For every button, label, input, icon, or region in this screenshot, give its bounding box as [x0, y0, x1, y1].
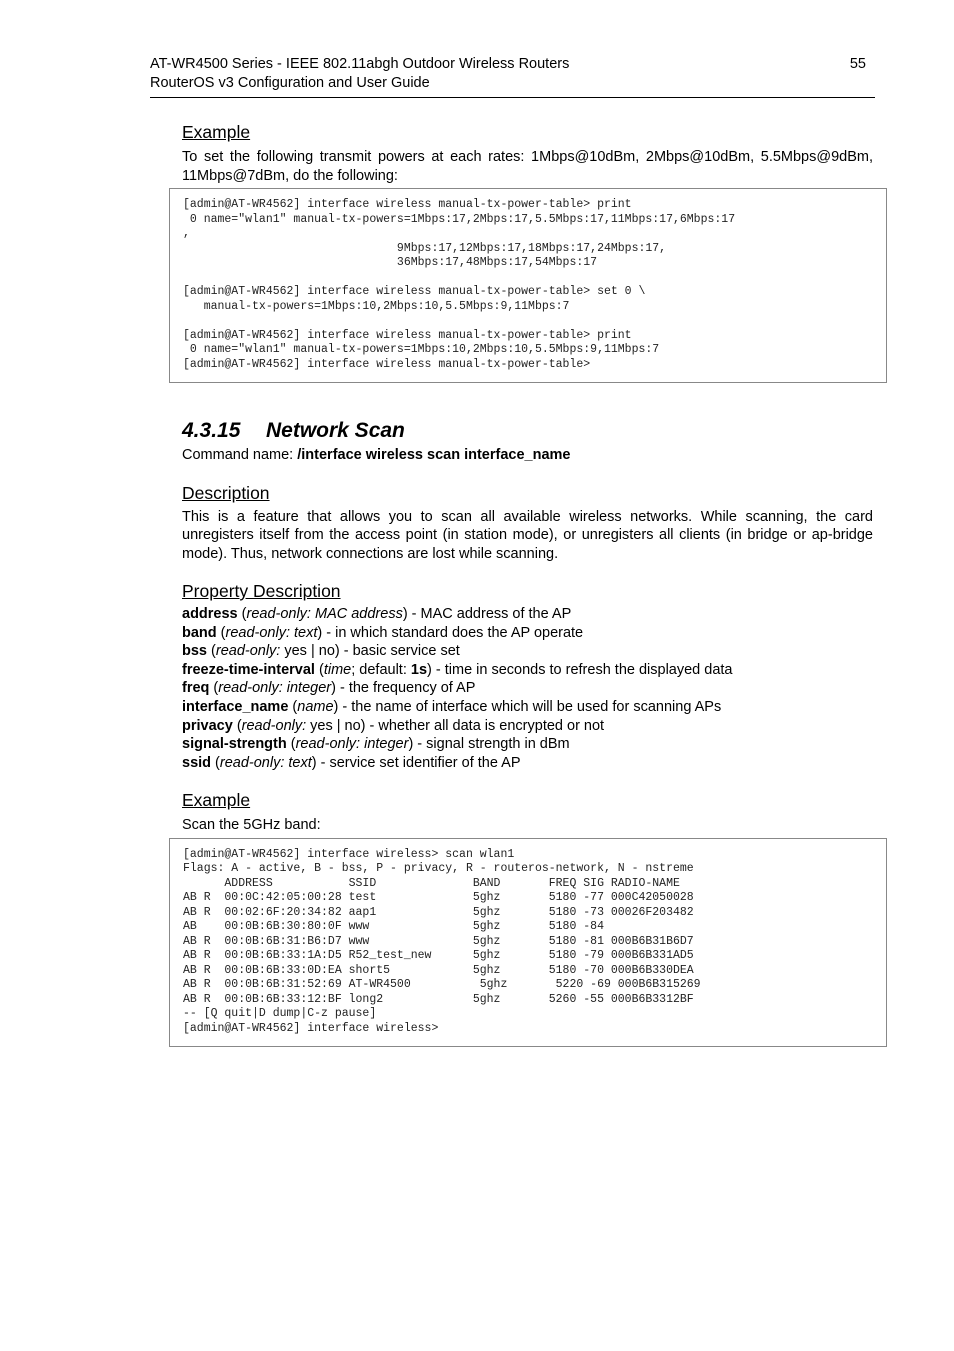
code-block-scan: [admin@AT-WR4562] interface wireless> scan wlan1 Flags: A - active, B - bss, P - privacy, R - routeros-network, N - nstreme ADDRESS SSID BAND FREQ SIG RADIO-NAME AB R 00:0C:42:05:00:28 test 5ghz 5180 -77 000C42050028 AB R 00:02:6F:20:34:82 aap1 5ghz 5180 -73 00026F203482 AB 00:0B:6B:30:80:0F www 5ghz 5180 -84 AB R 00:0B:6B:31:B6:D7 www 5ghz 5180 -81 000B6B31B6D7 AB R 00:0B:6B:33:1A:D5 R52_test_new 5ghz 5180 -79 000B6B331AD5 AB R 00:0B:6B:33:0D:EA short5 5ghz 5180 -70 000B6B330DEA AB R 00:0B:6B:31:52:69 AT-WR4500 5ghz 5220 -69 000B6B315269 AB R 00:0B:6B:33:12:BF long2 5ghz 5260 -55 000B6B3312BF -- [Q quit|D dump|C-z pause] [admin@AT-WR4562] interface wireless>	[169, 838, 887, 1048]
description-heading: Description	[182, 482, 270, 503]
property-item: privacy (read-only: yes | no) - whether all data is encrypted or not	[182, 717, 605, 734]
property-item: bss (read-only: yes | no) - basic service set	[182, 643, 460, 660]
example-intro: To set the following transmit powers at each rates: 1Mbps@10dBm, 2Mbps@10dBm, 5.5Mbps@9dBm, 11Mbps@7dBm, do the following:	[182, 149, 873, 184]
property-name: freeze-time-interval	[182, 661, 315, 678]
command-name	[182, 446, 873, 465]
property-default: 1s	[410, 661, 428, 678]
description-text: This is a feature that allows you to scan all available wireless networks. While scanning, the card unregisters itself from the access point (in station mode), or unregisters all clients (in bridge or ap-bridge mode). Thus, network connections are lost while scanning.	[182, 508, 873, 562]
section-heading	[182, 418, 873, 444]
command-label: Command name:	[182, 447, 298, 463]
property-name: signal-strength	[182, 736, 287, 753]
property-item: signal-strength (read-only: integer) - signal strength in dBm	[182, 736, 570, 753]
header-title: AT-WR4500 Series - IEEE 802.11abgh Outdoor Wireless Routers	[150, 56, 570, 72]
example-heading-2: Example	[182, 790, 251, 811]
property-name: bss	[182, 643, 207, 660]
property-name: ssid	[182, 754, 212, 771]
property-item: freeze-time-interval (time; default: 1s) - time in seconds to refresh the displayed data	[182, 661, 733, 678]
section-title: Network Scan	[266, 419, 405, 442]
property-type: time	[323, 661, 352, 678]
property-type: read-only:	[241, 717, 307, 734]
property-name: privacy	[182, 717, 233, 734]
property-type: read-only: integer	[295, 736, 409, 753]
property-type: read-only:	[215, 643, 281, 660]
property-name: band	[182, 624, 217, 641]
example-intro-2: Scan the 5GHz band:	[182, 817, 321, 834]
property-description-heading: Property Description	[182, 581, 341, 601]
property-item: interface_name (name) - the name of interface which will be used for scanning APs	[182, 698, 722, 715]
section-number: 4.3.15	[182, 419, 241, 442]
property-type: read-only: text	[219, 754, 312, 771]
property-type: read-only: MAC address	[246, 606, 403, 622]
example-heading: Example	[182, 122, 251, 142]
property-type: name	[297, 698, 334, 715]
page-content	[182, 120, 873, 1047]
property-item: freq (read-only: integer) - the frequency of AP	[182, 680, 476, 697]
property-item: band (read-only: text) - in which standard does the AP operate	[182, 624, 584, 641]
property-list	[182, 605, 873, 772]
code-block-tx-power: [admin@AT-WR4562] interface wireless manual-tx-power-table> print 0 name="wlan1" manual-tx-powers=1Mbps:17,2Mbps:17,5.5Mbps:17,11Mbps:17,6Mbps:17 , 9Mbps:17,12Mbps:17,18Mbps:17,24Mbps:17, 36Mbps:17,48Mbps:17,54Mbps:17 [admin@AT-WR4562] interface wireless manual-tx-power-table> set 0 \ manual-tx-powers=1Mbps:10,2Mbps:10,5.5Mbps:9,11Mbps:7 [admin@AT-WR4562] interface wireless manual-tx-power-table> print 0 name="wlan1" manual-tx-powers=1Mbps:10,2Mbps:10,5.5Mbps:9,11Mbps:7 [admin@AT-WR4562] interface wireless manual-tx-power-table>	[169, 188, 887, 383]
property-item: address (read-only: MAC address) - MAC address of the AP	[182, 606, 572, 622]
property-item: ssid (read-only: text) - service set identifier of the AP	[182, 754, 521, 771]
property-name: address	[182, 606, 238, 622]
property-name: interface_name	[182, 698, 289, 715]
property-type: read-only: integer	[218, 680, 332, 697]
property-name: freq	[182, 680, 210, 697]
header-subtitle: RouterOS v3 Configuration and User Guide	[150, 75, 430, 91]
property-type: read-only: text	[225, 624, 318, 641]
command-value: /interface wireless scan interface_name	[297, 447, 571, 463]
page-header	[150, 55, 875, 98]
page-number: 55	[849, 56, 866, 72]
